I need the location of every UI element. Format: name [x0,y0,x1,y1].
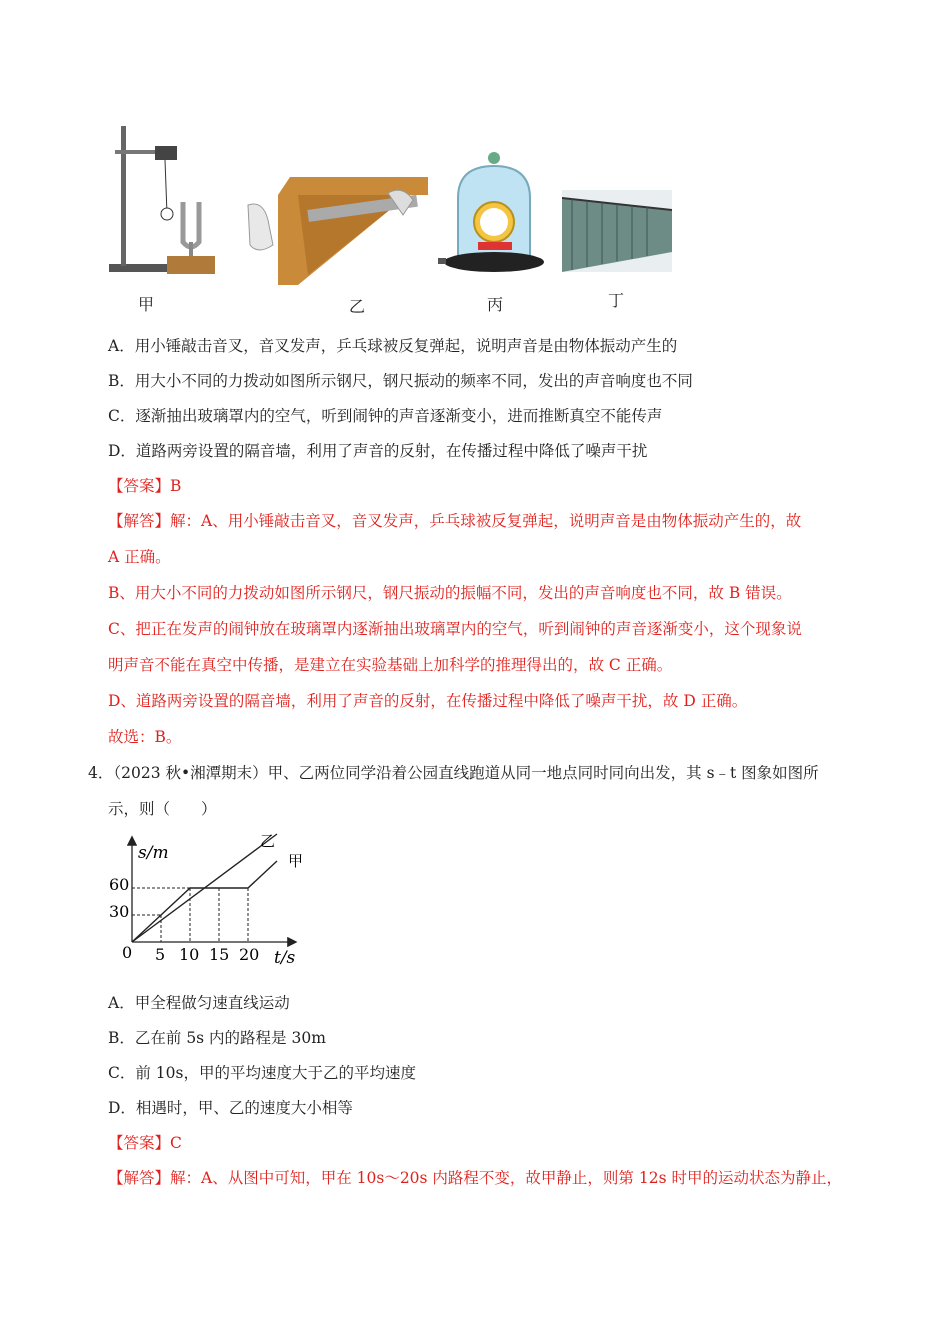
series-line-jia [132,861,277,942]
q3-analysis-line-7: 故选：B。 [108,728,182,746]
y-axis-label: s/m [138,843,169,863]
series-label-yi: 乙 [260,832,276,850]
q3-analysis-line-3: B、用大小不同的力拨动如图所示钢尺，钢尺振动的振幅不同，发出的声音响度也不同，故 B 错误。 [108,584,792,602]
figure-label-yi: 乙 [349,297,366,316]
x-tick-15: 15 [209,945,230,964]
figure-label-bing: 丙 [487,295,504,314]
st-chart [100,828,320,970]
q4-analysis-label: 【解答】 [108,1169,171,1187]
q3-analysis-label: 【解答】 [108,512,171,530]
x-tick-5: 5 [155,945,166,964]
q4-analysis-line-1 [108,1168,842,1188]
q4-option-d: D．相遇时，甲、乙的速度大小相等 [108,1099,353,1117]
x-tick-0: 0 [122,943,133,962]
x-axis-label: t/s [274,948,296,968]
q3-option-d: D．道路两旁设置的隔音墙，利用了声音的反射，在传播过程中降低了噪声干扰 [108,442,648,460]
st-chart-svg [100,828,320,970]
x-tick-10: 10 [179,945,200,964]
q4-option-c: C．前 10s，甲的平均速度大于乙的平均速度 [108,1064,416,1082]
q3-analysis-line-5: 明声音不能在真空中传播，是建立在实验基础上加科学的推理得出的，故 C 正确。 [108,656,673,674]
figure-bing [436,150,546,280]
y-tick-60: 60 [109,875,130,894]
y-tick-30: 30 [109,902,130,921]
q3-analysis-line-6: D、道路两旁设置的隔音墙，利用了声音的反射，在传播过程中降低了噪声干扰，故 D 正确。 [108,692,748,710]
q4-stem-line-1 [88,763,819,783]
q4-stem-text: （2023 秋•湘潭期末）甲、乙两位同学沿着公园直线跑道从同一地点同时同向出发，其 s﹣t 图象如图所 [113,764,819,782]
q4-answer-label: 【答案】 [108,1134,171,1152]
q4-option-b: B．乙在前 5s 内的路程是 30m [108,1029,326,1047]
figure-ding [562,190,672,272]
series-label-jia: 甲 [288,852,304,870]
q3-option-a: A．用小锤敲击音叉，音叉发声，乒乓球被反复弹起，说明声音是由物体振动产生的 [108,337,678,355]
figure-label-ding: 丁 [608,291,625,310]
q3-answer [108,476,181,496]
figure-yi [238,175,428,285]
figure-jia [105,122,225,282]
q3-analysis-line-2: A 正确。 [108,548,171,566]
x-tick-20: 20 [239,945,260,964]
q4-stem-line-2: 示，则（ ） [108,800,217,818]
q4-analysis-text-1: 解：A、从图中可知，甲在 10s～20s 内路程不变，故甲静止，则第 12s 时甲的运动状态为静止， [170,1169,842,1187]
q3-option-b: B．用大小不同的力拨动如图所示钢尺，钢尺振动的频率不同，发出的声音响度也不同 [108,372,693,390]
q4-number: 4． [88,764,114,782]
q3-analysis-text-1: 解：A、用小锤敲击音叉，音叉发声，乒乓球被反复弹起，说明声音是由物体振动产生的，故 [170,512,802,530]
q4-option-a: A．甲全程做匀速直线运动 [108,994,290,1012]
q3-answer-value: B [170,477,182,495]
q3-analysis-line-1 [108,511,801,531]
q4-answer [108,1133,182,1153]
q3-analysis-line-4: C、把正在发声的闹钟放在玻璃罩内逐渐抽出玻璃罩内的空气，听到闹钟的声音逐渐变小，这个现象说 [108,620,802,638]
q4-answer-value: C [170,1134,182,1152]
q3-answer-label: 【答案】 [108,477,171,495]
figure-label-jia: 甲 [138,295,155,314]
q3-option-c: C．逐渐抽出玻璃罩内的空气，听到闹钟的声音逐渐变小，进而推断真空不能传声 [108,407,663,425]
